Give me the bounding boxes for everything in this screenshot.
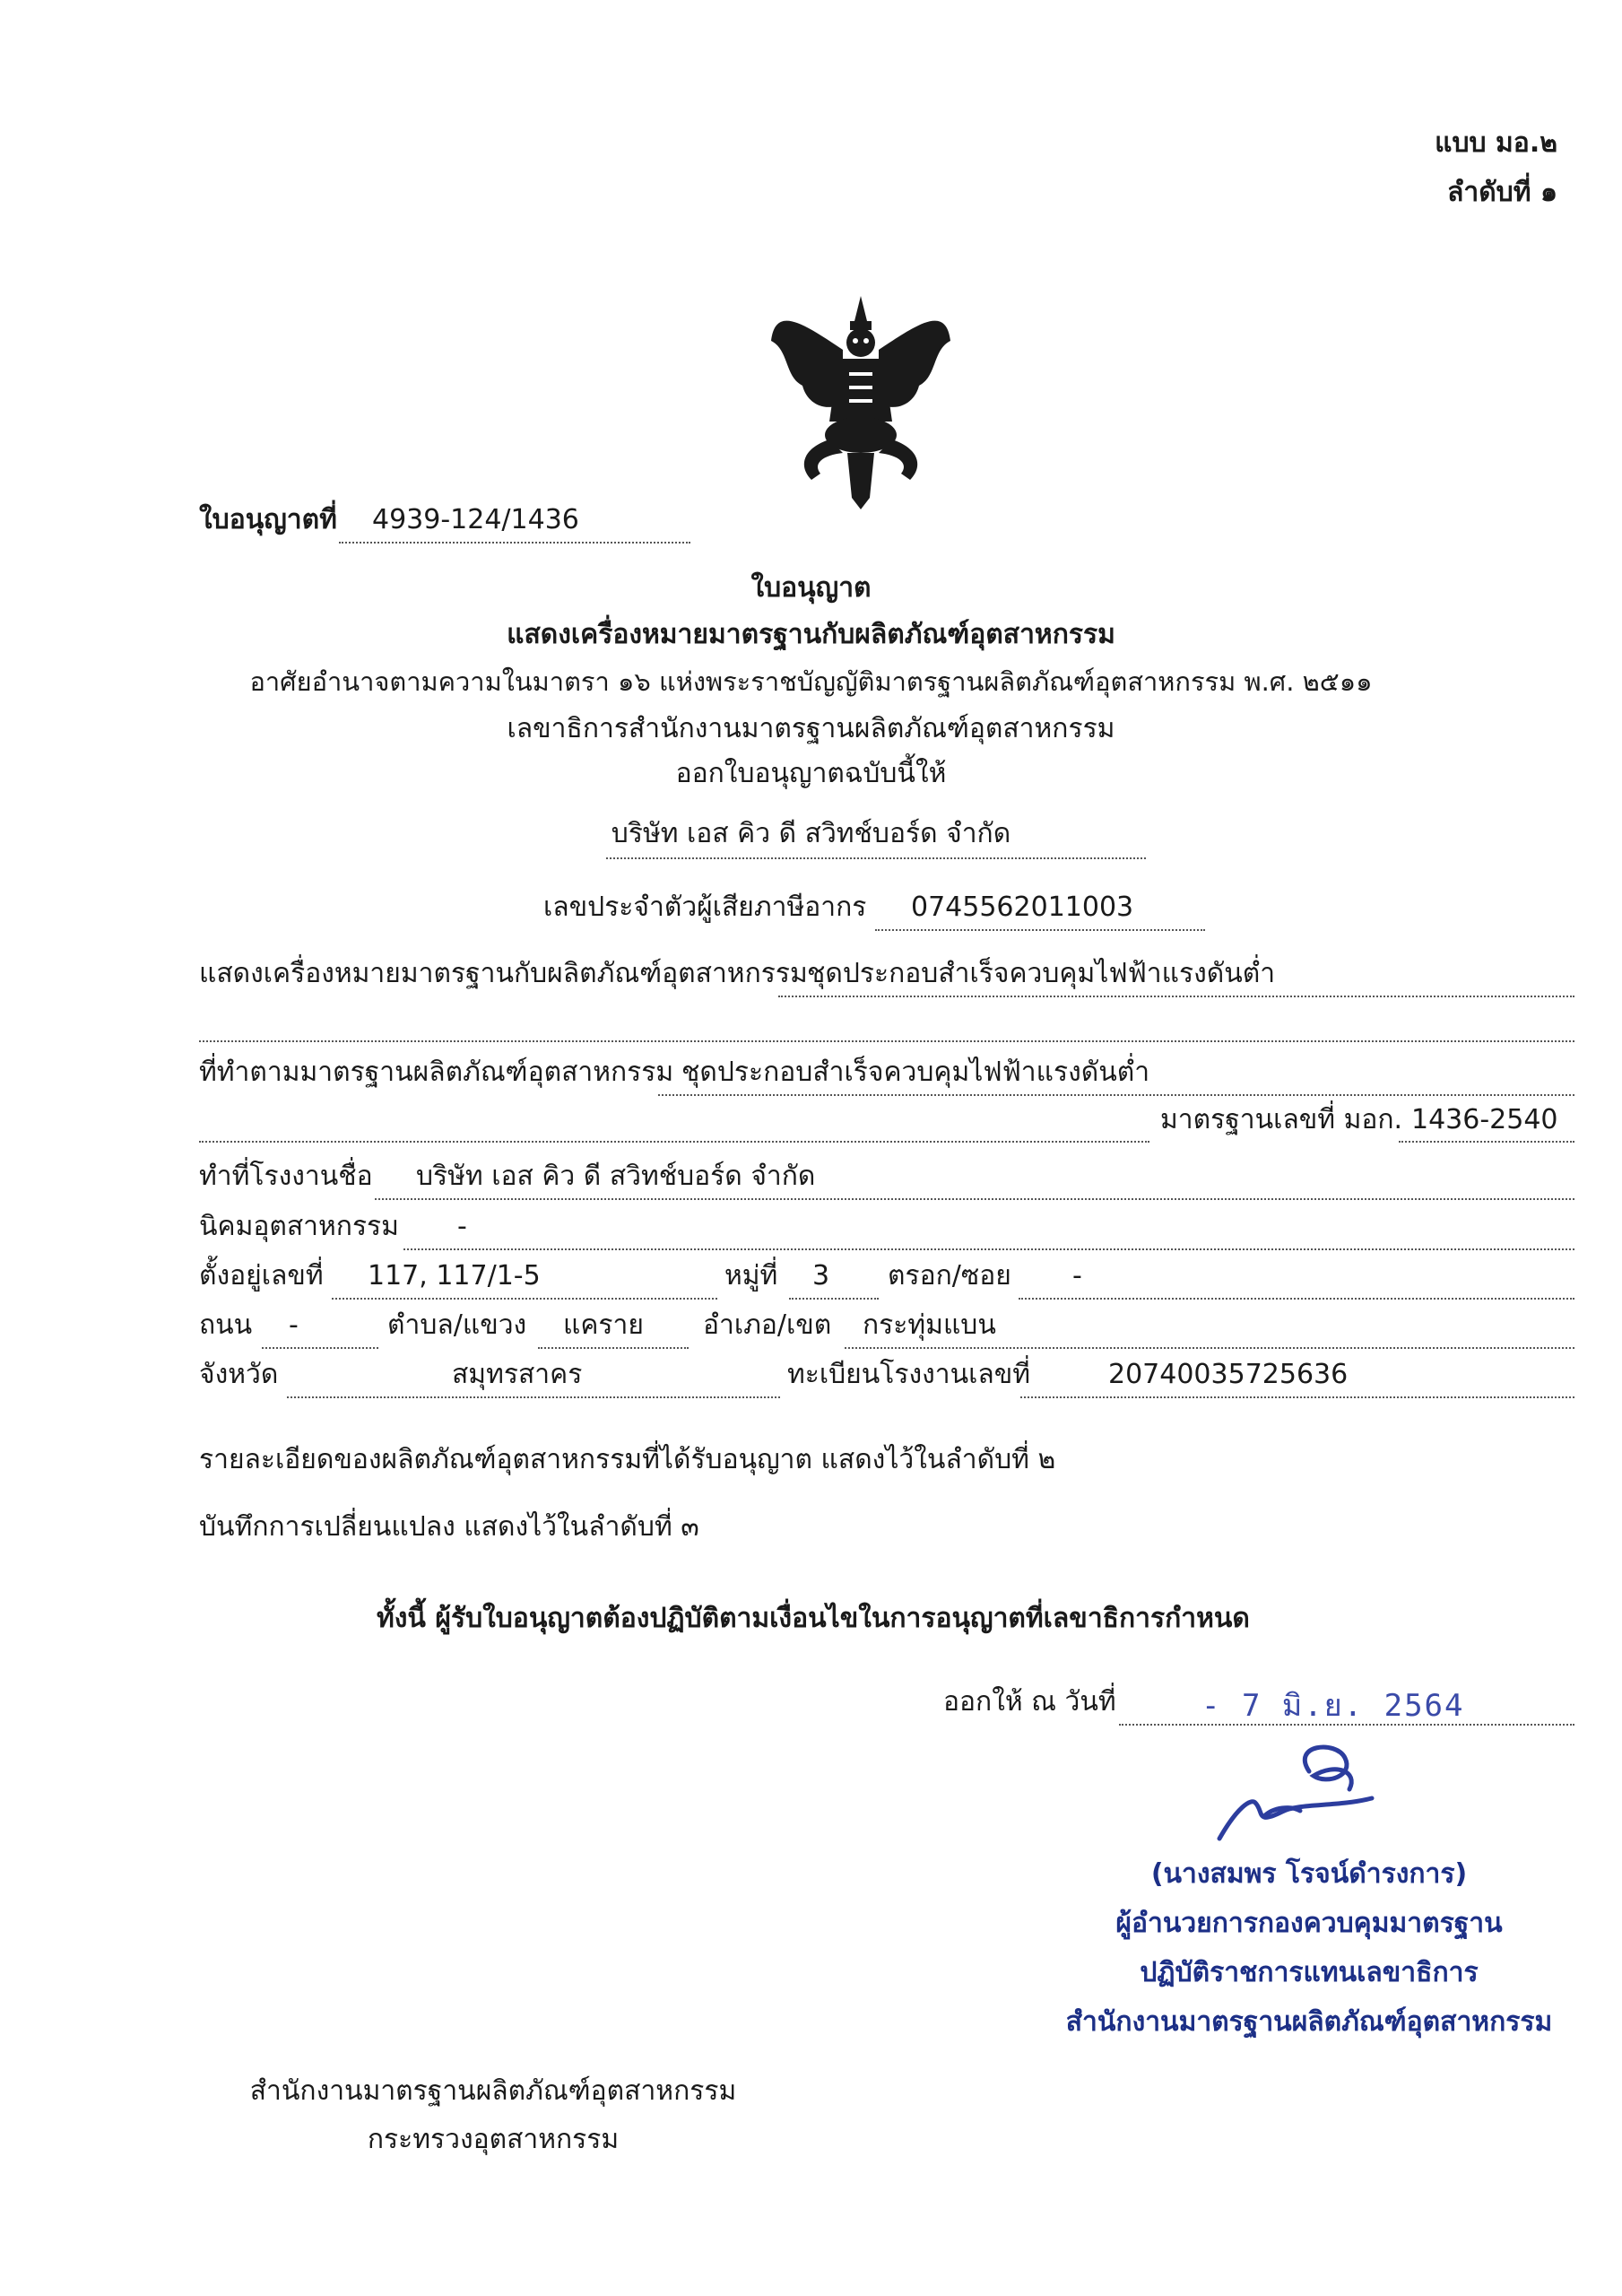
signatory-office: สำนักงานมาตรฐานผลิตภัณฑ์อุตสาหกรรม [1065,2006,1553,2038]
moo-value: 3 [812,1260,830,1292]
standard-label: ที่ทำตามมาตรฐานผลิตภัณฑ์อุตสาหกรรม [199,1057,674,1088]
estate-label: นิคมอุตสาหกรรม [199,1211,399,1242]
road-dots [262,1347,378,1349]
footer-ministry: กระทรวงอุตสาหกรรม [367,2124,620,2155]
estate-value: - [457,1211,467,1242]
signature [1201,1735,1381,1843]
tax-id: 0745562011003 [911,891,1134,923]
product-label: แสดงเครื่องหมายมาตรฐานกับผลิตภัณฑ์อุตสาหกรรม [199,958,808,989]
estate-dots [403,1248,1574,1250]
signatory-name: (นางสมพร โรจน์ดำรงการ) [1150,1858,1468,1890]
moo-dots [789,1298,879,1300]
reg-dots [1020,1396,1574,1398]
soi-value: - [1072,1260,1082,1292]
standard-no-dots [1399,1141,1574,1143]
tax-label: เลขประจำตัวผู้เสียภาษีอากร [543,891,867,923]
license-no-label: ใบอนุญาตที่ [199,504,337,535]
doc-title: ใบอนุญาต [750,572,872,604]
note-condition: ทั้งนี้ ผู้รับใบอนุญาตต้องปฏิบัติตามเงื่อนไขในการอนุญาตที่เลขาธิการกำหนด [377,1603,1250,1634]
form-sequence: ลำดับที่ ๑ [1446,177,1557,208]
standard-dots [658,1094,1574,1096]
garuda-emblem [767,287,955,511]
subdistrict-dots [538,1347,689,1349]
soi-label: ตรอก/ซอย [888,1260,1011,1292]
form-code: แบบ มอ.๒ [1435,127,1557,159]
moo-label: หมู่ที่ [724,1260,778,1292]
license-no-value: 4939-124/1436 [372,504,579,535]
factory-name-label: ทำที่โรงงานชื่อ [199,1161,373,1192]
district-value: กระทุ่มแบน [863,1309,996,1341]
standard-dots-2 [199,1141,1149,1143]
province-dots [287,1396,780,1398]
signatory-position: ผู้อำนวยการกองควบคุมมาตรฐาน [1115,1908,1503,1939]
district-dots [845,1347,1574,1349]
address-value: 117, 117/1-5 [368,1260,541,1292]
soi-dots [1019,1298,1574,1300]
signatory-acting: ปฏิบัติราชการแทนเลขาธิการ [1140,1957,1479,1988]
subdistrict-label: ตำบล/แขวง [387,1309,527,1341]
product-dots-2 [199,1040,1574,1042]
road-label: ถนน [199,1309,253,1341]
doc-authority: อาศัยอำนาจตามความในมาตรา ๑๖ แห่งพระราชบัญญัติมาตรฐานผลิตภัณฑ์อุตสาหกรรม พ.ศ. ๒๕๑๑ [249,666,1373,697]
doc-issuer: เลขาธิการสำนักงานมาตรฐานผลิตภัณฑ์อุตสาหกรรม [507,713,1115,744]
issue-date: - 7 มิ.ย. 2564 [1201,1688,1465,1724]
factory-name-value: บริษัท เอส คิว ดี สวิทช์บอร์ด จำกัด [416,1161,816,1192]
product-dots [778,996,1574,997]
issue-label: ออกให้ ณ วันที่ [943,1686,1116,1718]
product-value: ชุดประกอบสำเร็จควบคุมไฟฟ้าแรงดันต่ำ [807,958,1276,989]
note-changes: บันทึกการเปลี่ยนแปลง แสดงไว้ในลำดับที่ ๓ [199,1511,699,1543]
license-no-dots [339,542,690,544]
subdistrict-value: แคราย [563,1309,644,1341]
doc-grant: ออกใบอนุญาตฉบับนี้ให้ [675,758,947,789]
doc-subtitle: แสดงเครื่องหมายมาตรฐานกับผลิตภัณฑ์อุตสาหกรรม [507,619,1115,650]
licensee-dots [606,857,1146,859]
address-dots [332,1298,717,1300]
factory-name-dots [375,1198,1574,1200]
reg-value: 20740035725636 [1108,1359,1349,1390]
standard-value: ชุดประกอบสำเร็จควบคุมไฟฟ้าแรงดันต่ำ [681,1057,1150,1088]
standard-no-value: 1436-2540 [1411,1104,1558,1135]
reg-label: ทะเบียนโรงงานเลขที่ [787,1359,1031,1390]
province-label: จังหวัด [199,1359,279,1390]
licensee-name: บริษัท เอส คิว ดี สวิทช์บอร์ด จำกัด [611,818,1011,849]
tax-dots [875,929,1205,931]
standard-no-label: มาตรฐานเลขที่ มอก. [1160,1104,1403,1135]
address-label: ตั้งอยู่เลขที่ [199,1260,324,1292]
footer-office: สำนักงานมาตรฐานผลิตภัณฑ์อุตสาหกรรม [249,2075,737,2107]
province-value: สมุทรสาคร [452,1359,583,1390]
note-details: รายละเอียดของผลิตภัณฑ์อุตสาหกรรมที่ได้รับอนุญาต แสดงไว้ในลำดับที่ ๒ [199,1444,1056,1475]
road-value: - [289,1309,299,1341]
district-label: อำเภอ/เขต [703,1309,832,1341]
